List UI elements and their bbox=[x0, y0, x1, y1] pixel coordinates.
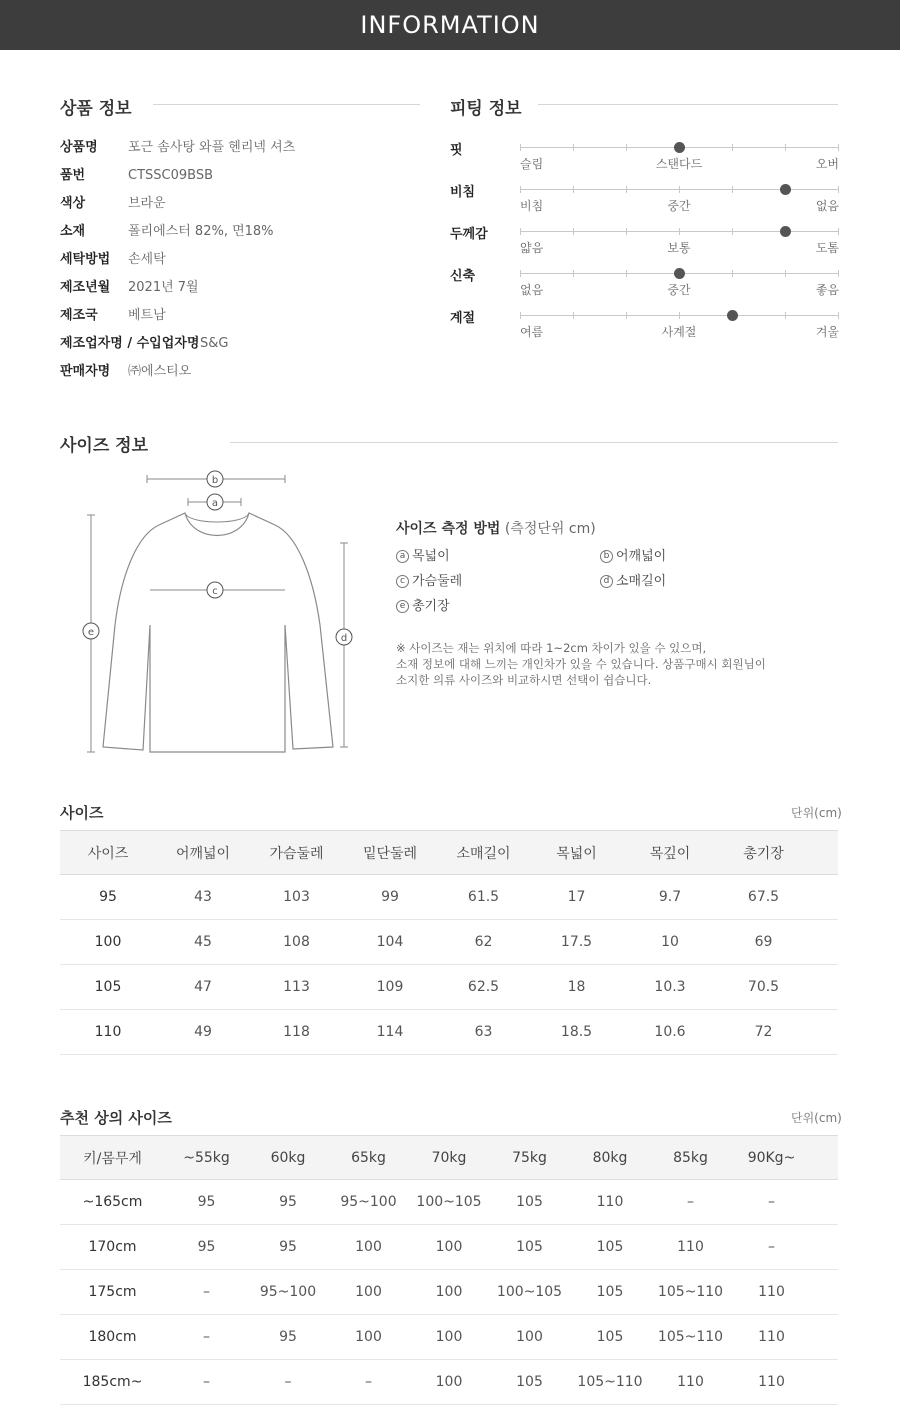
table-cell: 47 bbox=[156, 965, 250, 1010]
table-row bbox=[60, 920, 838, 965]
table-row bbox=[60, 1315, 838, 1360]
table-cell: 113 bbox=[250, 965, 343, 1010]
table-cell: 95 bbox=[165, 1180, 248, 1225]
fit-label: 두께감 bbox=[450, 227, 488, 242]
table-cell: 109 bbox=[343, 965, 437, 1010]
table-header-cell: 65kg bbox=[328, 1136, 409, 1180]
table-cell: – bbox=[731, 1225, 812, 1270]
product-info-value: S&G bbox=[200, 336, 229, 351]
table-cell: 95~100 bbox=[328, 1180, 409, 1225]
fit-option-label: 도톰 bbox=[815, 241, 839, 255]
product-info-row bbox=[60, 138, 420, 158]
fit-level-dot bbox=[727, 310, 738, 321]
product-info-label: 제조년월 bbox=[60, 280, 111, 295]
table-header-spacer bbox=[810, 831, 838, 875]
fit-level-dot bbox=[780, 226, 791, 237]
product-info-label: 판매자명 bbox=[60, 364, 111, 379]
fit-scale-tick bbox=[626, 186, 627, 193]
table-cell: 114 bbox=[343, 1010, 437, 1055]
product-info-row bbox=[60, 306, 420, 326]
table-cell: 105 bbox=[570, 1270, 650, 1315]
fit-scale-tick bbox=[785, 312, 786, 319]
table-cell: – bbox=[731, 1180, 812, 1225]
measure-item-label: 총기장 bbox=[412, 599, 450, 614]
product-info-label: 색상 bbox=[60, 196, 86, 211]
fit-scale-track bbox=[520, 231, 838, 232]
fit-scale-tick bbox=[520, 270, 521, 277]
table-header-cell: 어깨넓이 bbox=[156, 831, 250, 875]
fit-scale-track bbox=[520, 189, 838, 190]
measure-letter-icon: e bbox=[396, 600, 409, 613]
table-cell: 100 bbox=[60, 920, 156, 965]
fit-scale-track bbox=[520, 147, 838, 148]
table-cell: 67.5 bbox=[717, 875, 810, 920]
table-header-spacer bbox=[812, 1136, 838, 1180]
fit-scale-tick bbox=[732, 228, 733, 235]
product-info-value: 포근 솜사탕 와플 헨리넥 셔츠 bbox=[128, 140, 296, 155]
size-info-title: 사이즈 정보 bbox=[60, 436, 149, 456]
size-note bbox=[396, 640, 766, 688]
measure-item-label: 목넓이 bbox=[412, 549, 450, 564]
measure-method-title: 사이즈 측정 방법 bbox=[396, 521, 501, 537]
table-cell: 61.5 bbox=[437, 875, 530, 920]
fit-option-label: 보통 bbox=[667, 241, 691, 255]
rec-table-title: 추천 상의 사이즈 bbox=[60, 1109, 172, 1127]
table-cell-spacer bbox=[812, 1360, 838, 1405]
table-cell: ~165cm bbox=[60, 1180, 165, 1225]
fit-option-label: 슬림 bbox=[520, 157, 544, 171]
fit-option-label: 겨울 bbox=[815, 325, 839, 339]
size-note-line: 소재 정보에 대해 느끼는 개인차가 있을 수 있습니다. 상품구매시 회원님이 bbox=[396, 657, 766, 671]
page-header: INFORMATION bbox=[0, 0, 900, 50]
table-cell: 62.5 bbox=[437, 965, 530, 1010]
table-cell: 43 bbox=[156, 875, 250, 920]
table-cell: 17.5 bbox=[530, 920, 623, 965]
table-row bbox=[60, 1010, 838, 1055]
table-header-cell: 밑단둘레 bbox=[343, 831, 437, 875]
table-cell: 110 bbox=[731, 1270, 812, 1315]
product-info-label: 제조국 bbox=[60, 308, 98, 323]
size-table bbox=[60, 830, 838, 1055]
table-cell: 175cm bbox=[60, 1270, 165, 1315]
table-header-cell: 목넓이 bbox=[530, 831, 623, 875]
table-cell: – bbox=[328, 1360, 409, 1405]
size-table-unit: 단위(cm) bbox=[791, 806, 842, 820]
fit-option-label: 오버 bbox=[815, 157, 839, 171]
table-cell: 95 bbox=[248, 1225, 328, 1270]
table-cell: 110 bbox=[60, 1010, 156, 1055]
size-note-line: 소지한 의류 사이즈와 비교하시면 선택이 쉽습니다. bbox=[396, 673, 652, 687]
product-info-value: 브라운 bbox=[128, 196, 166, 211]
table-cell-spacer bbox=[810, 1010, 838, 1055]
fit-scale-tick bbox=[838, 144, 839, 151]
table-cell: – bbox=[165, 1270, 248, 1315]
table-cell: 49 bbox=[156, 1010, 250, 1055]
table-cell: 100 bbox=[328, 1225, 409, 1270]
table-header-cell: ~55kg bbox=[165, 1136, 248, 1180]
product-info-value: CTSSC09BSB bbox=[128, 168, 214, 183]
measure-method-unit: (측정단위 cm) bbox=[504, 521, 596, 537]
table-header-cell: 소매길이 bbox=[437, 831, 530, 875]
measure-method-heading bbox=[396, 518, 596, 538]
fit-level-dot bbox=[780, 184, 791, 195]
fit-option-label: 없음 bbox=[520, 283, 544, 297]
table-cell: 105 bbox=[570, 1315, 650, 1360]
fit-scale-tick bbox=[520, 312, 521, 319]
table-cell: 100 bbox=[328, 1315, 409, 1360]
table-cell: 99 bbox=[343, 875, 437, 920]
table-cell: 105 bbox=[489, 1180, 570, 1225]
table-cell: 95 bbox=[248, 1315, 328, 1360]
table-cell: 100~105 bbox=[489, 1270, 570, 1315]
table-cell-spacer bbox=[810, 875, 838, 920]
table-header-cell: 70kg bbox=[409, 1136, 489, 1180]
table-header-cell: 90Kg~ bbox=[731, 1136, 812, 1180]
fit-scale-tick bbox=[573, 312, 574, 319]
fit-scale-tick bbox=[838, 186, 839, 193]
fit-scale-tick bbox=[732, 186, 733, 193]
table-cell-spacer bbox=[812, 1180, 838, 1225]
measure-item bbox=[396, 570, 462, 589]
fit-scale-track bbox=[520, 273, 838, 274]
fit-level-dot bbox=[674, 142, 685, 153]
table-cell: 9.7 bbox=[623, 875, 717, 920]
diagram-label-b: b bbox=[211, 475, 219, 486]
table-row bbox=[60, 1225, 838, 1270]
product-info-title: 상품 정보 bbox=[60, 99, 132, 119]
product-info-value: 폴리에스터 82%, 면18% bbox=[128, 224, 274, 239]
table-cell: 110 bbox=[650, 1225, 731, 1270]
table-cell: 185cm~ bbox=[60, 1360, 165, 1405]
fit-scale-tick bbox=[626, 144, 627, 151]
product-info-value: 2021년 7월 bbox=[128, 280, 199, 295]
product-info-row bbox=[60, 334, 420, 354]
fit-level-dot bbox=[674, 268, 685, 279]
measure-letter-icon: b bbox=[600, 550, 613, 563]
table-row bbox=[60, 1360, 838, 1405]
table-cell: 105 bbox=[489, 1225, 570, 1270]
fit-option-label: 사계절 bbox=[661, 325, 697, 339]
fit-label: 핏 bbox=[450, 143, 463, 158]
table-header-cell: 85kg bbox=[650, 1136, 731, 1180]
fit-option-label: 중간 bbox=[667, 199, 691, 213]
product-info-label: 소재 bbox=[60, 224, 86, 239]
table-cell: 100 bbox=[409, 1360, 489, 1405]
table-cell: 105 bbox=[60, 965, 156, 1010]
divider bbox=[153, 104, 420, 105]
measure-letter-icon: d bbox=[600, 575, 613, 588]
rec-table-unit: 단위(cm) bbox=[791, 1111, 842, 1125]
fit-scale-tick bbox=[520, 186, 521, 193]
measure-item-label: 소매길이 bbox=[616, 574, 667, 589]
fit-option-label: 스탠다드 bbox=[655, 157, 703, 171]
product-info-label: 제조업자명 / 수입업자명 bbox=[60, 336, 200, 351]
table-cell: 10.3 bbox=[623, 965, 717, 1010]
table-cell: 100 bbox=[409, 1225, 489, 1270]
product-info-value: 손세탁 bbox=[128, 252, 166, 267]
table-cell: 170cm bbox=[60, 1225, 165, 1270]
divider bbox=[538, 104, 838, 105]
measure-item bbox=[600, 545, 666, 564]
fit-scale-tick bbox=[732, 144, 733, 151]
fit-scale-tick bbox=[626, 228, 627, 235]
table-cell: 45 bbox=[156, 920, 250, 965]
fit-label: 계절 bbox=[450, 311, 476, 326]
fit-scale-tick bbox=[573, 228, 574, 235]
table-cell: 100 bbox=[409, 1270, 489, 1315]
fit-scale-tick bbox=[520, 144, 521, 151]
fit-option-label: 좋음 bbox=[815, 283, 839, 297]
fit-scale-tick bbox=[838, 270, 839, 277]
fit-scale-track bbox=[520, 315, 838, 316]
measure-item bbox=[396, 545, 450, 564]
table-header-cell: 60kg bbox=[248, 1136, 328, 1180]
table-cell: 180cm bbox=[60, 1315, 165, 1360]
table-cell: – bbox=[165, 1315, 248, 1360]
table-cell: 95 bbox=[248, 1180, 328, 1225]
table-cell: 95 bbox=[165, 1225, 248, 1270]
rec-size-table bbox=[60, 1135, 838, 1405]
table-header-cell: 목깊이 bbox=[623, 831, 717, 875]
table-cell: – bbox=[248, 1360, 328, 1405]
table-cell: 105~110 bbox=[570, 1360, 650, 1405]
table-cell: 103 bbox=[250, 875, 343, 920]
table-cell: 110 bbox=[731, 1360, 812, 1405]
fit-scale-tick bbox=[732, 270, 733, 277]
table-cell: 100 bbox=[489, 1315, 570, 1360]
table-cell: 105 bbox=[570, 1225, 650, 1270]
product-info-value: 베트남 bbox=[128, 308, 166, 323]
table-cell: 110 bbox=[570, 1180, 650, 1225]
fit-scale-tick bbox=[785, 144, 786, 151]
table-cell: 69 bbox=[717, 920, 810, 965]
product-info-label: 세탁방법 bbox=[60, 252, 111, 267]
fit-scale-tick bbox=[679, 312, 680, 319]
fit-scale-tick bbox=[626, 312, 627, 319]
fitting-info-title: 피팅 정보 bbox=[450, 99, 522, 119]
table-row bbox=[60, 1180, 838, 1225]
fit-scale-tick bbox=[573, 144, 574, 151]
fit-option-label: 여름 bbox=[520, 325, 544, 339]
product-info-label: 품번 bbox=[60, 168, 86, 183]
size-table-title: 사이즈 bbox=[60, 804, 104, 822]
fit-scale-tick bbox=[838, 228, 839, 235]
table-header-cell: 75kg bbox=[489, 1136, 570, 1180]
table-cell-spacer bbox=[810, 920, 838, 965]
table-header-cell: 총기장 bbox=[717, 831, 810, 875]
fit-scale-tick bbox=[679, 228, 680, 235]
table-cell: 100 bbox=[328, 1270, 409, 1315]
diagram-label-d: d bbox=[340, 633, 348, 644]
product-info-row bbox=[60, 250, 420, 270]
table-cell: 63 bbox=[437, 1010, 530, 1055]
table-cell: 10 bbox=[623, 920, 717, 965]
measure-letter-icon: a bbox=[396, 550, 409, 563]
measure-item-label: 가슴둘레 bbox=[412, 574, 463, 589]
table-cell: 105~110 bbox=[650, 1315, 731, 1360]
table-cell: 100 bbox=[409, 1315, 489, 1360]
table-cell: 118 bbox=[250, 1010, 343, 1055]
product-info-value: ㈜에스티오 bbox=[128, 364, 192, 379]
table-cell: – bbox=[165, 1360, 248, 1405]
table-cell: 110 bbox=[650, 1360, 731, 1405]
fit-option-label: 얇음 bbox=[520, 241, 544, 255]
product-info-row bbox=[60, 166, 420, 186]
table-cell: 105~110 bbox=[650, 1270, 731, 1315]
diagram-label-a: a bbox=[211, 498, 219, 509]
size-note-line: ※ 사이즈는 재는 위치에 따라 1~2cm 차이가 있을 수 있으며, bbox=[396, 641, 707, 655]
fit-option-label: 없음 bbox=[815, 199, 839, 213]
table-row bbox=[60, 965, 838, 1010]
fit-scale-tick bbox=[679, 186, 680, 193]
fit-label: 비침 bbox=[450, 185, 476, 200]
table-cell: 62 bbox=[437, 920, 530, 965]
measure-item bbox=[600, 570, 666, 589]
fit-scale-tick bbox=[838, 312, 839, 319]
product-info-row bbox=[60, 362, 420, 382]
diagram-label-c: c bbox=[212, 586, 218, 597]
shirt-diagram bbox=[75, 465, 365, 765]
table-cell: 70.5 bbox=[717, 965, 810, 1010]
table-cell-spacer bbox=[810, 965, 838, 1010]
fit-scale-tick bbox=[520, 228, 521, 235]
table-header-cell: 키/몸무게 bbox=[60, 1136, 165, 1180]
table-header-cell: 사이즈 bbox=[60, 831, 156, 875]
table-header-cell: 80kg bbox=[570, 1136, 650, 1180]
table-row bbox=[60, 1270, 838, 1315]
product-info-label: 상품명 bbox=[60, 140, 98, 155]
table-cell: 95~100 bbox=[248, 1270, 328, 1315]
table-cell: 104 bbox=[343, 920, 437, 965]
product-info-row bbox=[60, 278, 420, 298]
table-cell: – bbox=[650, 1180, 731, 1225]
table-cell: 108 bbox=[250, 920, 343, 965]
table-cell: 105 bbox=[489, 1360, 570, 1405]
table-cell: 110 bbox=[731, 1315, 812, 1360]
fit-scale-tick bbox=[573, 270, 574, 277]
measure-item-label: 어깨넓이 bbox=[616, 549, 667, 564]
table-cell-spacer bbox=[812, 1270, 838, 1315]
measure-letter-icon: c bbox=[396, 575, 409, 588]
table-cell: 10.6 bbox=[623, 1010, 717, 1055]
fit-label: 신축 bbox=[450, 269, 476, 284]
table-cell: 72 bbox=[717, 1010, 810, 1055]
fit-scale-tick bbox=[626, 270, 627, 277]
product-info-row bbox=[60, 194, 420, 214]
table-cell-spacer bbox=[812, 1315, 838, 1360]
table-cell-spacer bbox=[812, 1225, 838, 1270]
table-cell: 18.5 bbox=[530, 1010, 623, 1055]
table-header-cell: 가슴둘레 bbox=[250, 831, 343, 875]
product-info-row bbox=[60, 222, 420, 242]
table-cell: 95 bbox=[60, 875, 156, 920]
divider bbox=[230, 442, 838, 443]
table-cell: 100~105 bbox=[409, 1180, 489, 1225]
measure-item bbox=[396, 595, 450, 614]
table-row bbox=[60, 875, 838, 920]
fit-option-label: 비침 bbox=[520, 199, 544, 213]
diagram-label-e: e bbox=[87, 627, 95, 638]
fit-scale-tick bbox=[573, 186, 574, 193]
table-cell: 17 bbox=[530, 875, 623, 920]
table-cell: 18 bbox=[530, 965, 623, 1010]
fit-option-label: 중간 bbox=[667, 283, 691, 297]
fit-scale-tick bbox=[785, 270, 786, 277]
